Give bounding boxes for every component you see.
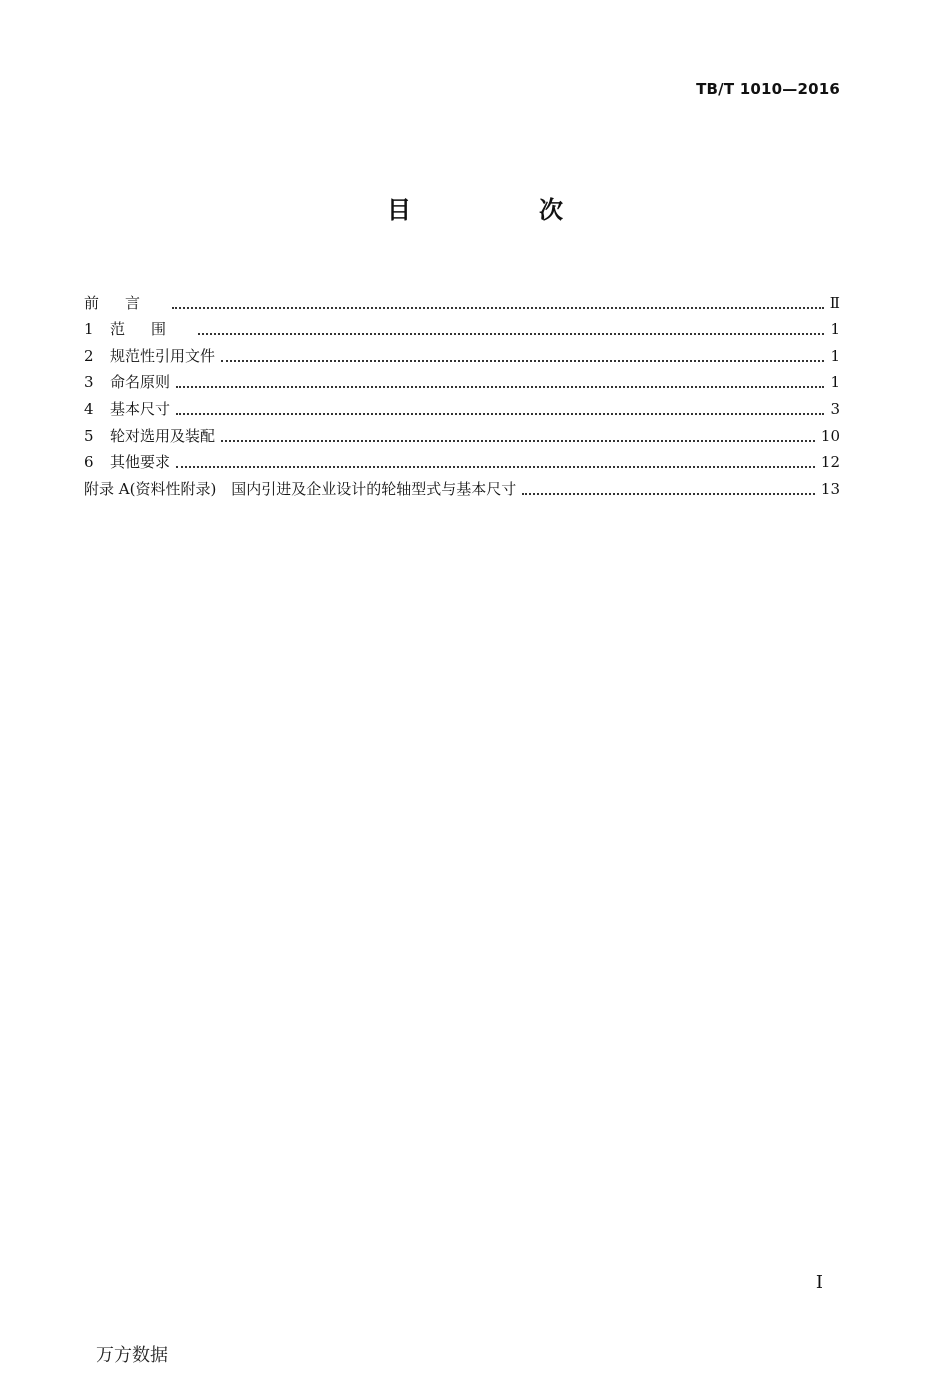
toc-entry-page: 1: [830, 373, 840, 392]
toc-entry-normative-references[interactable]: [84, 339, 840, 366]
toc-leader-dots: [176, 466, 815, 468]
toc-entry-number: 4: [84, 399, 94, 418]
toc-entry-naming-principles[interactable]: [84, 366, 840, 393]
toc-entry-scope[interactable]: [84, 313, 840, 340]
toc-entry-label: 其他要求: [110, 453, 171, 472]
toc-entry-page: 12: [820, 453, 840, 472]
toc-leader-dots: [221, 360, 824, 362]
toc-entry-page: 10: [820, 426, 840, 445]
toc-entry-label: 附录 A(资料性附录) 国内引进及企业设计的轮轴型式与基本尺寸: [84, 479, 517, 498]
toc-title: 目 次: [387, 196, 615, 224]
toc-entry-basic-dimensions[interactable]: [84, 392, 840, 419]
standard-code: TB/T 1010—2016: [696, 80, 840, 98]
toc-entry-wheelset-selection[interactable]: [84, 419, 840, 446]
toc-entry-number: 2: [84, 346, 94, 365]
toc-leader-dots: [172, 307, 824, 309]
toc-entry-label: 基本尺寸: [110, 399, 171, 418]
toc-entry-number: 6: [84, 453, 94, 472]
toc-entry-label: 规范性引用文件: [110, 346, 216, 365]
page-number: I: [815, 1272, 823, 1293]
toc-entry-label: 命名原则: [110, 373, 171, 392]
toc-leader-dots: [198, 333, 824, 335]
toc-entry-label: 轮对选用及装配: [110, 426, 216, 445]
toc-entry-page: 13: [820, 479, 840, 498]
toc-entry-number: 5: [84, 426, 94, 445]
toc-leader-dots: [221, 440, 815, 442]
toc-entry-label: 前言: [84, 293, 167, 312]
toc-entry-label: 范围: [110, 320, 193, 339]
toc-entry-foreword[interactable]: [84, 286, 840, 313]
toc-leader-dots: [522, 493, 815, 495]
toc-entry-number: 1: [84, 320, 94, 339]
toc-entry-page: 1: [830, 346, 840, 365]
toc-entry-other-requirements[interactable]: [84, 446, 840, 473]
toc-entry-page: Ⅱ: [829, 293, 840, 312]
toc-leader-dots: [176, 413, 824, 415]
toc-entry-page: 1: [830, 320, 840, 339]
watermark-text: 万方数据: [96, 1345, 168, 1366]
table-of-contents: [84, 286, 840, 499]
toc-leader-dots: [176, 386, 824, 388]
toc-entry-page: 3: [830, 399, 840, 418]
toc-entry-annex-a[interactable]: [84, 472, 840, 499]
toc-entry-number: 3: [84, 373, 94, 392]
